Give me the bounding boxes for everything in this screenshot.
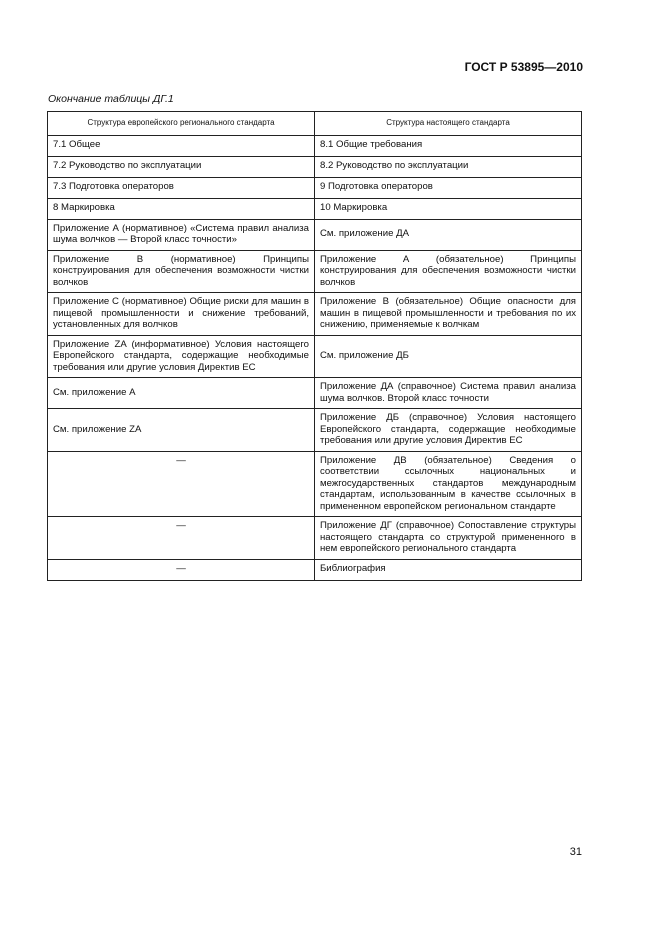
table-row — [48, 293, 582, 336]
cell-national: 8.1 Общие требования — [315, 135, 582, 156]
cell-national: См. приложение ДА — [315, 219, 582, 250]
cell-european: См. приложение ZA — [48, 409, 315, 452]
table-row — [48, 135, 582, 156]
cell-european: 7.1 Общее — [48, 135, 315, 156]
cell-european: Приложение ZA (информативное) Условия настоящего Европейского стандарта, содержащие необходимые требования или другие условия Директив ЕС — [48, 335, 315, 378]
standard-code: ГОСТ Р 53895—2010 — [464, 60, 583, 74]
table-row — [48, 250, 582, 293]
cell-national: Приложение ДГ (справочное) Сопоставление структуры настоящего стандарта со структурой примененного в нем европейского регионального стандарта — [315, 517, 582, 560]
cell-european: См. приложение А — [48, 378, 315, 409]
cell-national: Библиография — [315, 559, 582, 580]
cell-national: Приложение ДБ (справочное) Условия настоящего Европейского стандарта, содержащие необходимые требования или другие условия Директив ЕС — [315, 409, 582, 452]
cell-european: 8 Маркировка — [48, 198, 315, 219]
table-row — [48, 409, 582, 452]
cell-european: 7.3 Подготовка операторов — [48, 177, 315, 198]
table-row — [48, 156, 582, 177]
table-header-row — [48, 112, 582, 136]
cell-european: Приложение В (нормативное) Принципы конструирования для обеспечения возможности чистки волчков — [48, 250, 315, 293]
page-number: 31 — [569, 846, 582, 858]
cell-european: Приложение А (нормативное) «Система правил анализа шума волчков — Второй класс точности» — [48, 219, 315, 250]
table-row — [48, 335, 582, 378]
cell-national: Приложение А (обязательное) Принципы конструирования для обеспечения возможности чистки волчков — [315, 250, 582, 293]
column-header-european: Структура европейского регионального стандарта — [48, 112, 315, 136]
cell-european: — — [48, 517, 315, 560]
cell-national: 9 Подготовка операторов — [315, 177, 582, 198]
column-header-national: Структура настоящего стандарта — [315, 112, 582, 136]
cell-national: Приложение ДВ (обязательное) Сведения о соответствии ссылочных национальных и межгосударственных стандартов международным стандартам, использованным в качестве ссылочных в примененном европейском региональном стандарте — [315, 451, 582, 517]
cell-national: 8.2 Руководство по эксплуатации — [315, 156, 582, 177]
table-row — [48, 198, 582, 219]
cell-national: 10 Маркировка — [315, 198, 582, 219]
cell-national: Приложение В (обязательное) Общие опасности для машин в пищевой промышленности и требования по их снижению, применяемые к волчкам — [315, 293, 582, 336]
cell-european: — — [48, 559, 315, 580]
table-caption: Окончание таблицы ДГ.1 — [48, 93, 174, 105]
cell-european: 7.2 Руководство по эксплуатации — [48, 156, 315, 177]
cell-national: См. приложение ДБ — [315, 335, 582, 378]
table-row — [48, 451, 582, 517]
cell-national: Приложение ДА (справочное) Система правил анализа шума волчков. Второй класс точности — [315, 378, 582, 409]
table-row — [48, 559, 582, 580]
table-row — [48, 378, 582, 409]
cell-european: Приложение С (нормативное) Общие риски для машин в пищевой промышленности и снижение требований, установленных для волчков — [48, 293, 315, 336]
cell-european: — — [48, 451, 315, 517]
table-row — [48, 219, 582, 250]
table-row — [48, 517, 582, 560]
comparison-table — [47, 111, 582, 581]
table-row — [48, 177, 582, 198]
